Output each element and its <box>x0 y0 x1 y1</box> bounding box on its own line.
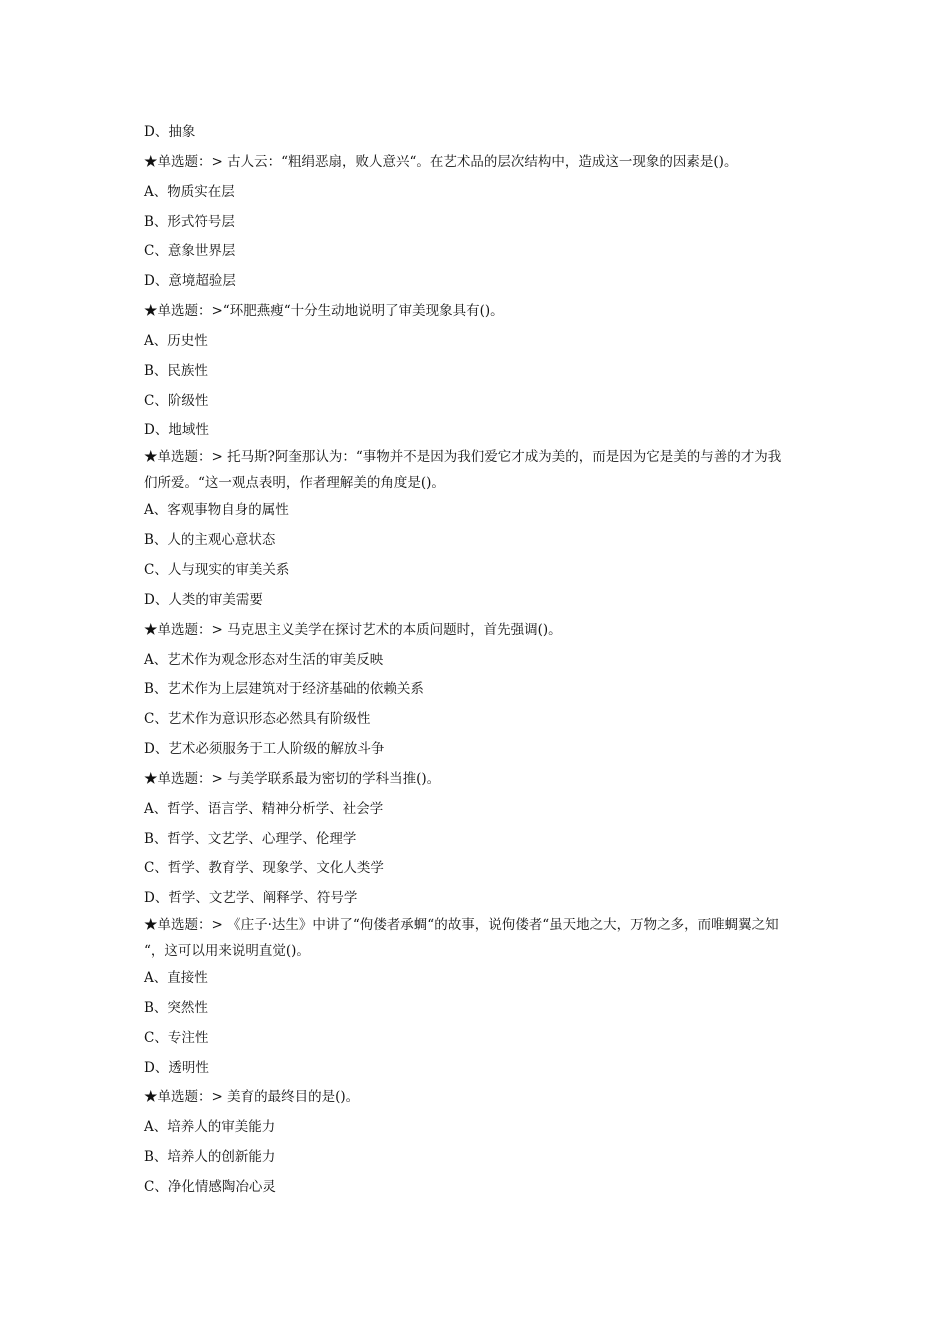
answer-option: C、哲学、教育学、现象学、文化人类学 <box>144 860 384 877</box>
question-text: ★单选题：> 美育的最终目的是()。 <box>144 1089 360 1106</box>
question-text: ★单选题：>“环肥燕瘦“十分生动地说明了审美现象具有()。 <box>144 303 504 320</box>
answer-option: B、人的主观心意状态 <box>144 532 276 549</box>
question-text <box>144 912 824 964</box>
answer-option: A、直接性 <box>144 970 208 987</box>
answer-option: B、培养人的创新能力 <box>144 1149 276 1166</box>
question-line-1: ★单选题：> 《庄子·达生》中讲了“佝偻者承蜩“的故事，说佝偻者“虽天地之大，万物之多，而唯蜩翼之知 <box>144 917 779 934</box>
answer-option: A、客观事物自身的属性 <box>144 502 289 519</box>
answer-option: C、净化情感陶冶心灵 <box>144 1179 276 1195</box>
answer-option: D、人类的审美需要 <box>144 591 263 608</box>
document-page <box>144 119 824 1204</box>
answer-option: B、形式符号层 <box>144 213 235 230</box>
answer-option: A、历史性 <box>144 332 208 349</box>
answer-option: B、突然性 <box>144 999 208 1016</box>
answer-option: B、民族性 <box>144 362 208 379</box>
answer-option: C、专注性 <box>144 1029 209 1046</box>
question-text: ★单选题：> 与美学联系最为密切的学科当推()。 <box>144 770 441 787</box>
answer-option: D、艺术必须服务于工人阶级的解放斗争 <box>144 741 385 758</box>
question-line-2: “，这可以用来说明直觉()。 <box>144 943 310 960</box>
answer-option: D、哲学、文艺学、阐释学、符号学 <box>144 890 358 907</box>
answer-option: A、培养人的审美能力 <box>144 1119 276 1136</box>
question-text: ★单选题：> 古人云：“粗绢恶扇，败人意兴“。在艺术品的层次结构中，造成这一现象的因素是()。 <box>144 153 738 170</box>
answer-option: D、透明性 <box>144 1059 209 1076</box>
answer-option: C、人与现实的审美关系 <box>144 561 290 578</box>
question-line-2: 们所爱。“这一观点表明，作者理解美的角度是()。 <box>144 475 445 492</box>
answer-option: A、物质实在层 <box>144 183 235 200</box>
answer-option: A、哲学、语言学、精神分析学、社会学 <box>144 800 384 817</box>
answer-option: B、艺术作为上层建筑对于经济基础的依赖关系 <box>144 681 424 698</box>
answer-option: C、意象世界层 <box>144 243 236 260</box>
answer-option: D、抽象 <box>144 124 196 140</box>
answer-option: C、艺术作为意识形态必然具有阶级性 <box>144 711 371 728</box>
answer-option: A、艺术作为观念形态对生活的审美反映 <box>144 651 384 668</box>
answer-option: C、阶级性 <box>144 392 209 409</box>
question-text: ★单选题：> 马克思主义美学在探讨艺术的本质问题时，首先强调()。 <box>144 621 562 638</box>
question-line-1: ★单选题：> 托马斯?阿奎那认为：“事物并不是因为我们爱它才成为美的，而是因为它是美的与善的才为我 <box>144 449 782 466</box>
answer-option: D、意境超验层 <box>144 273 236 290</box>
answer-option: D、地域性 <box>144 422 209 439</box>
answer-option: B、哲学、文艺学、心理学、伦理学 <box>144 830 357 847</box>
question-text <box>144 444 824 496</box>
